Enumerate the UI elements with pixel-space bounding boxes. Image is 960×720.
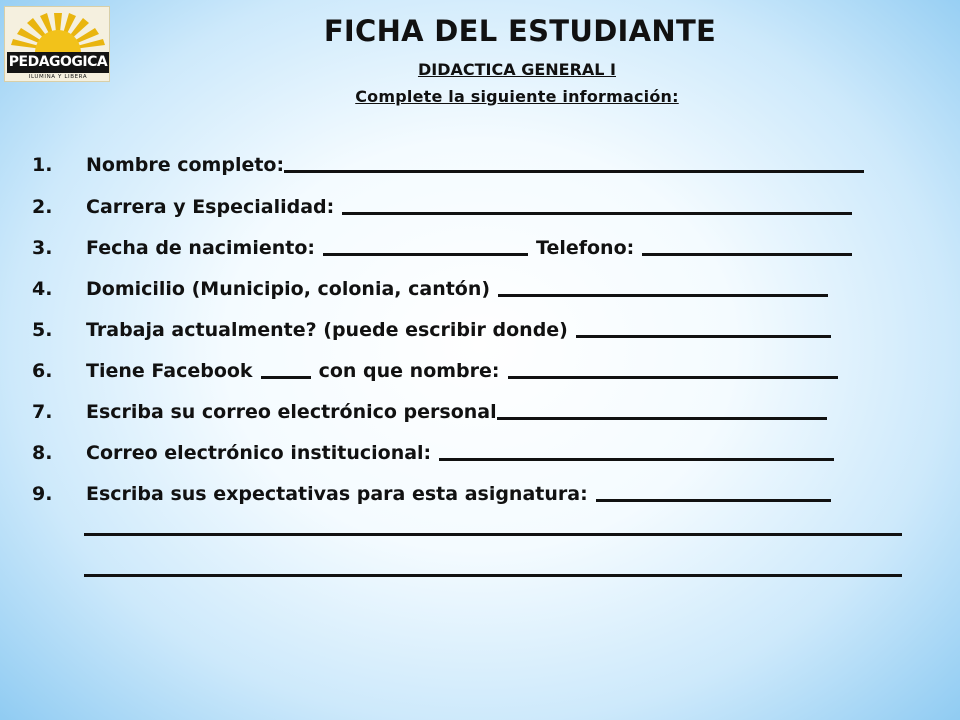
form-item-facebook xyxy=(32,354,838,382)
employment-blank[interactable] xyxy=(576,335,831,338)
item-number: 3. xyxy=(32,237,53,259)
item-number: 8. xyxy=(32,442,53,464)
facebook-name-blank[interactable] xyxy=(508,376,838,379)
facebook-yes-no-blank[interactable] xyxy=(261,376,311,379)
item-label: Escriba sus expectativas para esta asignatura: xyxy=(86,483,588,505)
personal-email-blank[interactable] xyxy=(497,417,827,420)
item-label: Domicilio (Municipio, colonia, cantón) xyxy=(86,278,491,300)
item-label: Trabaja actualmente? (puede escribir donde) xyxy=(86,319,568,341)
item-number: 4. xyxy=(32,278,53,300)
form-item-employment xyxy=(32,313,831,341)
course-subtitle: DIDACTICA GENERAL I xyxy=(417,60,616,79)
expectations-line-2[interactable] xyxy=(84,533,902,536)
item-number: 7. xyxy=(32,401,53,423)
item-number: 6. xyxy=(32,360,53,382)
item-number: 5. xyxy=(32,319,53,341)
career-blank[interactable] xyxy=(342,212,852,215)
facebook-name-label: con que nombre: xyxy=(318,360,500,382)
logo-wordmark: PEDAGOGICA xyxy=(7,52,109,73)
item-label: Escriba su correo electrónico personal xyxy=(86,401,497,423)
phone-label: Telefono: xyxy=(536,237,635,259)
institutional-email-blank[interactable] xyxy=(439,458,834,461)
item-number: 2. xyxy=(32,196,53,218)
item-label: Nombre completo: xyxy=(86,154,285,176)
item-number: 9. xyxy=(32,483,53,505)
page-title: FICHA DEL ESTUDIANTE xyxy=(323,14,717,48)
form-instruction: Complete la siguiente información: xyxy=(355,87,679,106)
item-label: Fecha de nacimiento: xyxy=(86,237,316,259)
logo-tagline: ILUMINA Y LIBERA xyxy=(28,74,88,80)
item-number: 1. xyxy=(32,154,53,176)
expectations-blank[interactable] xyxy=(596,499,831,502)
full-name-blank[interactable] xyxy=(284,170,864,173)
form-item-expectations xyxy=(32,477,831,505)
item-label: Correo electrónico institucional: xyxy=(86,442,432,464)
form-item-career xyxy=(32,190,852,218)
birthdate-blank[interactable] xyxy=(323,253,528,256)
form-item-full-name xyxy=(32,148,864,176)
address-blank[interactable] xyxy=(498,294,828,297)
item-label: Tiene Facebook xyxy=(86,360,253,382)
form-item-institutional-email xyxy=(32,436,834,464)
form-item-address xyxy=(32,272,828,300)
phone-blank[interactable] xyxy=(642,253,852,256)
form-item-birthdate-phone xyxy=(32,231,852,259)
form-item-personal-email xyxy=(32,395,827,423)
expectations-line-3[interactable] xyxy=(84,574,902,577)
item-label: Carrera y Especialidad: xyxy=(86,196,335,218)
